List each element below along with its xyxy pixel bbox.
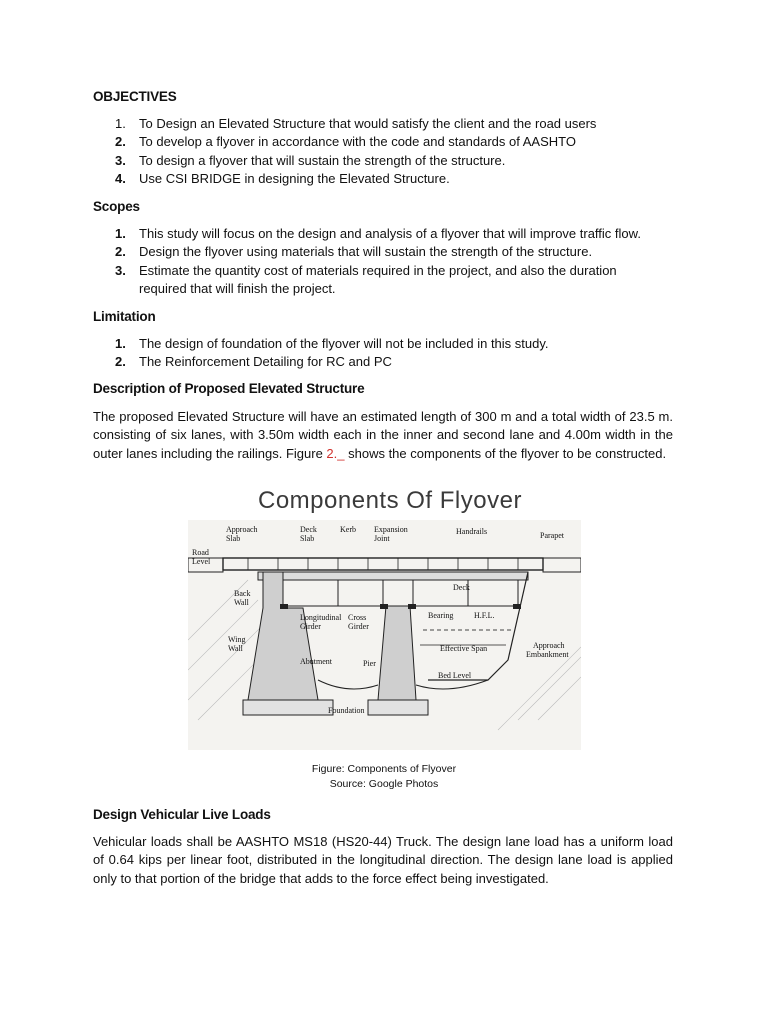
list-item xyxy=(115,243,655,261)
label-back-wall-2: Wall xyxy=(234,598,249,607)
label-hfl: H.F.L. xyxy=(474,611,495,620)
label-approach-slab: Approach xyxy=(226,525,258,534)
list-number: 3. xyxy=(115,262,126,278)
label-back-wall: Back xyxy=(234,589,251,598)
objectives-list xyxy=(115,115,596,188)
label-expansion-joint-2: Joint xyxy=(374,534,390,543)
label-deck-slab: Deck xyxy=(300,525,317,534)
description-text: The proposed Elevated Structure will have an estimated length of 300 m and a total width of 23.5 m. consisting of six lanes, with 3.50m width each in the inner and second lane and 4.00m width in the outer lanes including the railings. Figure xyxy=(93,409,673,461)
list-number: 3. xyxy=(115,152,126,168)
list-item xyxy=(115,115,596,133)
list-number: 1. xyxy=(115,226,126,241)
label-pier: Pier xyxy=(363,659,376,668)
list-number: 1. xyxy=(115,336,126,351)
label-longitudinal-girder: Longitudinal xyxy=(300,613,342,622)
label-wing-wall-2: Wall xyxy=(228,644,243,653)
list-item xyxy=(115,225,655,243)
label-deck: Deck xyxy=(453,583,470,592)
label-effective-span: Effective Span xyxy=(440,644,488,653)
list-text: Use CSI BRIDGE in designing the Elevated Structure. xyxy=(139,170,450,186)
live-loads-heading: Design Vehicular Live Loads xyxy=(93,807,271,822)
limitation-list xyxy=(115,335,549,372)
objectives-heading: OBJECTIVES xyxy=(93,89,177,104)
scopes-heading: Scopes xyxy=(93,199,140,214)
label-bearing: Bearing xyxy=(428,611,454,620)
list-number: 2. xyxy=(115,134,126,150)
list-item xyxy=(115,262,655,299)
list-text: Estimate the quantity cost of materials required in the project, and also the duration required that will finish the project. xyxy=(139,262,617,296)
list-item xyxy=(115,353,549,371)
label-road-level: Road xyxy=(192,548,209,557)
label-expansion-joint: Expansion xyxy=(374,525,408,534)
label-abutment: Abutment xyxy=(300,657,332,666)
label-approach-embankment: Approach xyxy=(533,641,565,650)
flyover-diagram xyxy=(188,520,581,750)
list-number: 1. xyxy=(115,116,126,131)
label-cross-girder-2: Girder xyxy=(348,622,369,631)
label-approach-embankment-2: Embankment xyxy=(526,650,569,659)
list-text: The Reinforcement Detailing for RC and PC xyxy=(139,354,392,370)
limitation-heading: Limitation xyxy=(93,309,156,324)
list-text: The design of foundation of the flyover will not be included in this study. xyxy=(139,336,549,351)
list-item xyxy=(115,152,596,170)
list-text: This study will focus on the design and analysis of a flyover that will improve traffic flow. xyxy=(139,226,641,241)
list-item xyxy=(115,335,549,353)
label-kerb: Kerb xyxy=(340,525,356,534)
label-handrails: Handrails xyxy=(456,527,488,536)
figure-caption: Figure: Components of Flyover xyxy=(311,763,457,775)
scopes-list xyxy=(115,225,655,298)
figure-reference: 2._ xyxy=(326,445,345,461)
label-road-level-2: Level xyxy=(192,557,211,566)
label-bed-level: Bed Level xyxy=(438,671,472,680)
list-number: 2. xyxy=(115,354,126,370)
description-heading: Description of Proposed Elevated Structure xyxy=(93,381,365,396)
label-longitudinal-girder-2: Girder xyxy=(300,622,321,631)
list-number: 2. xyxy=(115,244,126,260)
live-loads-paragraph: Vehicular loads shall be AASHTO MS18 (HS20-44) Truck. The design lane load has a uniform load of 0.64 kips per linear foot, distributed in the longitudinal direction. The design lane load is applied only to that portion of the bridge that adds to the force effect being investigated. xyxy=(93,834,673,886)
list-text: Design the flyover using materials that will sustain the strength of the structure. xyxy=(139,244,593,260)
list-text: To design a flyover that will sustain the strength of the structure. xyxy=(139,152,506,168)
label-deck-slab-2: Slab xyxy=(300,534,315,543)
label-cross-girder: Cross xyxy=(348,613,367,622)
label-parapet: Parapet xyxy=(540,531,564,540)
list-text: To Design an Elevated Structure that would satisfy the client and the road users xyxy=(139,116,597,131)
label-wing-wall: Wing xyxy=(228,635,246,644)
figure-source: Source: Google Photos xyxy=(329,778,439,790)
description-paragraph xyxy=(93,408,673,463)
list-item xyxy=(115,170,596,188)
label-approach-slab-2: Slab xyxy=(226,534,241,543)
description-text-end: shows the components of the flyover to be constructed. xyxy=(344,445,667,461)
figure-title: Components Of Flyover xyxy=(258,487,522,514)
list-text: To develop a flyover in accordance with the code and standards of AASHTO xyxy=(139,134,576,150)
label-foundation: Foundation xyxy=(328,706,365,715)
list-number: 4. xyxy=(115,170,126,186)
list-item xyxy=(115,133,596,151)
